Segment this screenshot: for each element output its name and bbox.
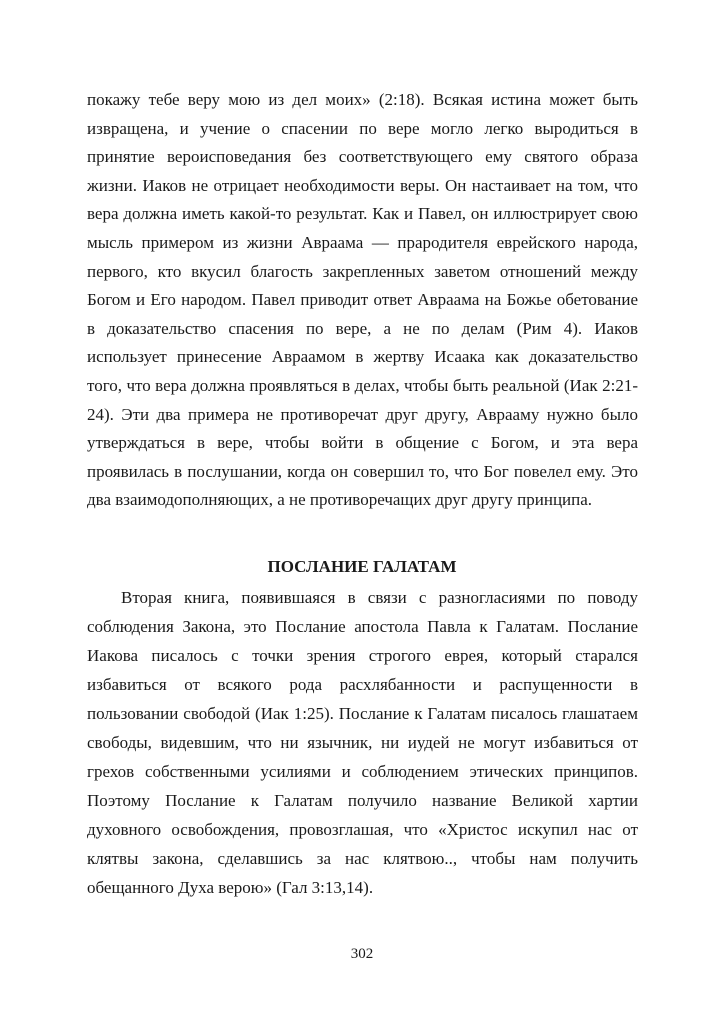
text-line: использует принесение Авраамом в жертву Исаака как доказательство	[87, 347, 638, 367]
section-heading: ПОСЛАНИЕ ГАЛАТАМ	[267, 557, 457, 576]
text-line: свободы, видевшим, что ни язычник, ни иудей не могут избавиться от	[87, 733, 638, 752]
text-line: Иакова писалось с точки зрения строгого еврея, который старался	[87, 646, 638, 665]
text-line: вера должна иметь какой-то результат. Как и Павел, он иллюстрирует свою	[87, 204, 638, 224]
text-line: того, что вера должна проявляться в делах, чтобы быть реальной (Иак 2:21-	[87, 376, 638, 395]
page-number: 302	[350, 946, 374, 962]
text-line: утверждаться в вере, чтобы войти в общение с Богом, и эта вера	[87, 433, 638, 453]
text-line: 24). Эти два примера не противоречат друг другу, Аврааму нужно было	[87, 404, 638, 424]
text-line: Вторая книга, появившаяся в связи с разногласиями по поводу	[121, 588, 638, 607]
text-line: соблюдения Закона, это Послание апостола Павла к Галатам. Послание	[87, 617, 638, 636]
text-line: клятвы закона, сделавшись за нас клятвою.., чтобы нам получить	[87, 849, 638, 868]
text-line: два взаимодополняющих, а не противоречащих друг другу принципа.	[87, 490, 593, 510]
text-line: принятие вероисповедания без соответствующего ему святого образа	[87, 147, 638, 167]
text-line: духовного освобождения, провозглашая, что «Христос искупил нас от	[87, 820, 638, 839]
text-line: извращена, и учение о спасении по вере могло легко выродиться в	[87, 118, 638, 138]
text-line: грехов собственными усилиями и соблюдением этических принципов.	[87, 762, 638, 781]
text-line: мысль примером из жизни Авраама — прародителя еврейского народа,	[87, 233, 638, 252]
text-line: жизни. Иаков не отрицает необходимости веры. Он настаивает на том, что	[87, 175, 638, 195]
text-line: Поэтому Послание к Галатам получило название Великой хартии	[87, 791, 638, 810]
text-line: обещанного Духа верою» (Гал 3:13,14).	[87, 878, 374, 897]
text-line: избавиться от всякого рода расхлябанности и распущенности в	[87, 675, 638, 694]
text-line: Богом и Его народом. Павел приводит ответ Авраама на Божье обетование	[87, 290, 638, 310]
text-line: пользовании свободой (Иак 1:25). Послание к Галатам писалось глашатаем	[87, 704, 638, 723]
text-line: покажу тебе веру мою из дел моих» (2:18). Всякая истина может быть	[87, 90, 638, 109]
text-line: проявилась в послушании, когда он совершил то, что Бог повелел ему. Это	[87, 461, 638, 481]
text-line: первого, кто вкусил благость закрепленных заветом отношений между	[87, 261, 638, 281]
text-line: в доказательство спасения по вере, а не по делам (Рим 4). Иаков	[87, 318, 638, 338]
